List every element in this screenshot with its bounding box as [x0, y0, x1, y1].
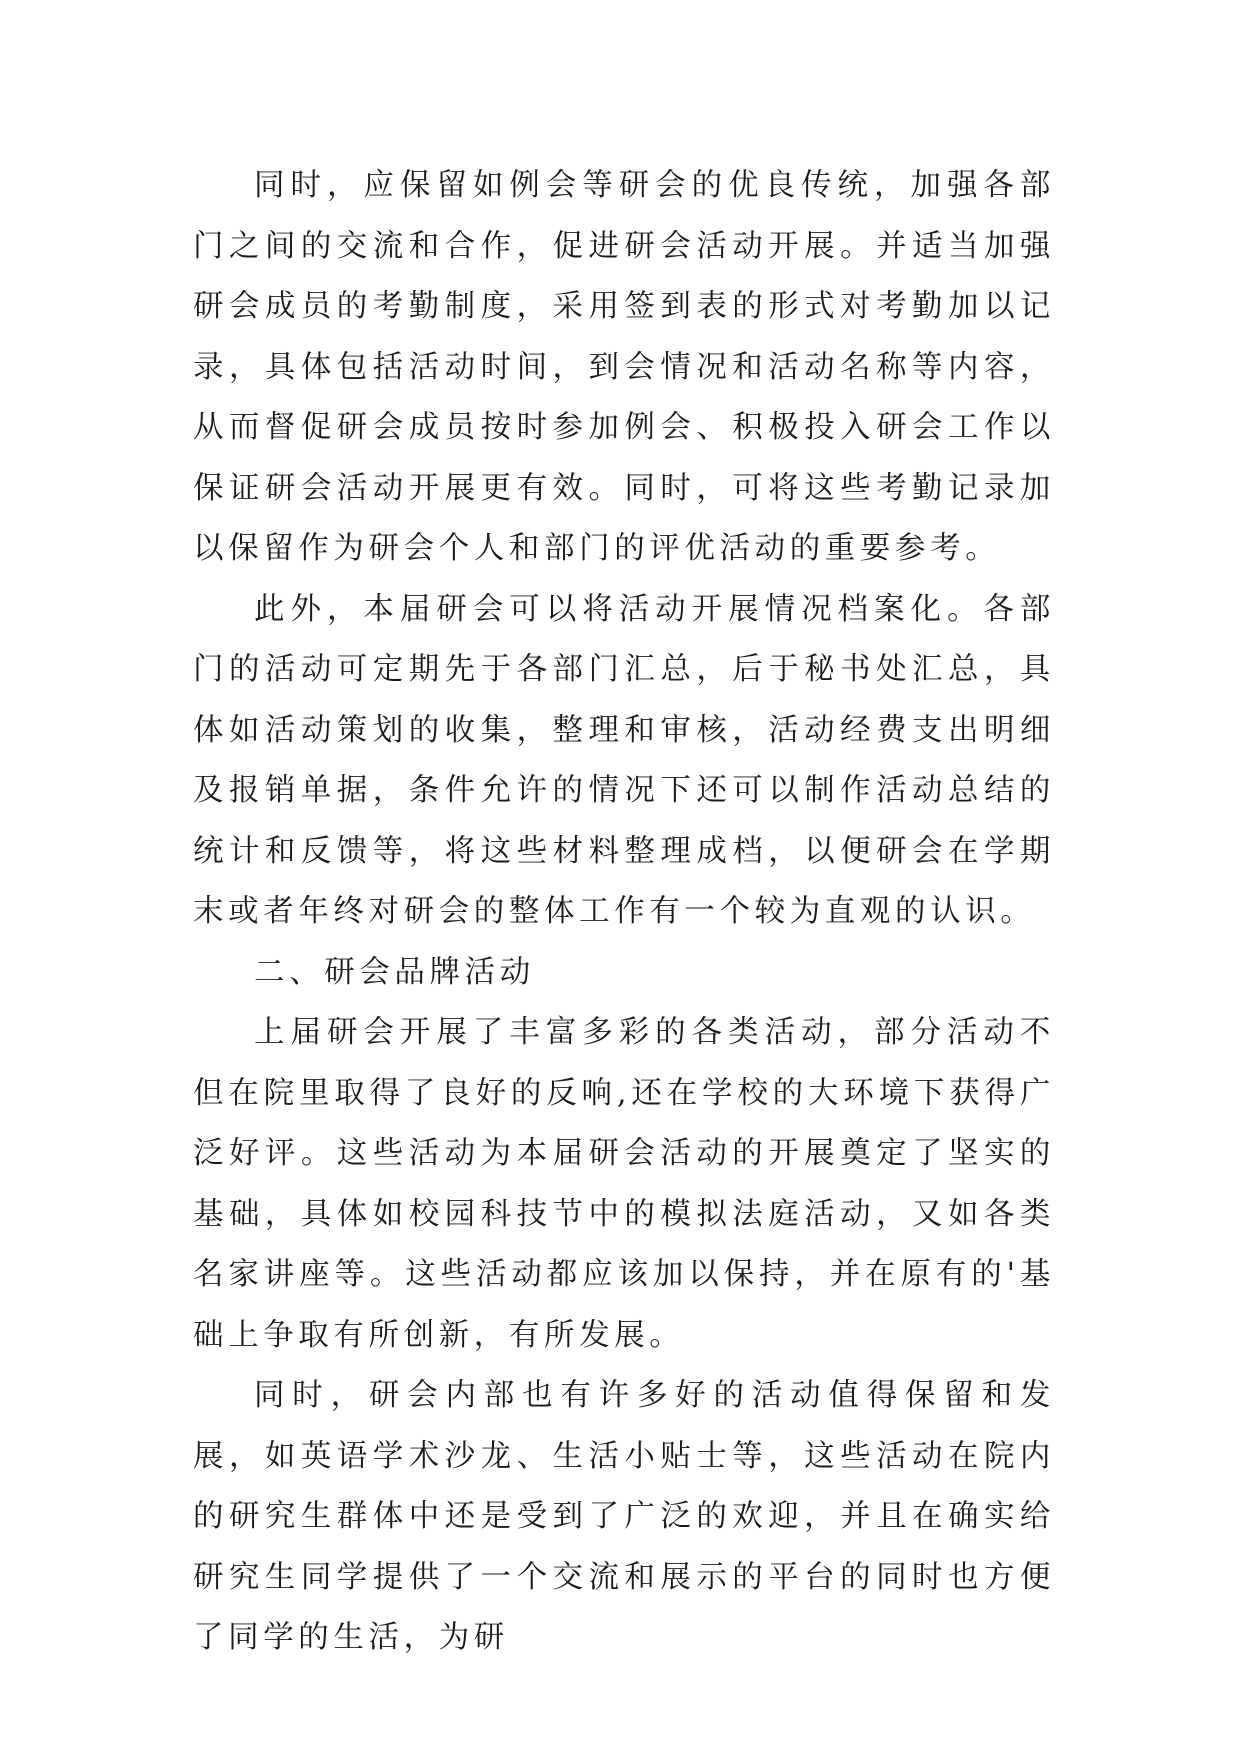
document-body: [193, 156, 1055, 1669]
paragraph-archiving: 此外，本届研会可以将活动开展情况档案化。各部门的活动可定期先于各部门汇总，后于秘书处汇总，具体如活动策划的收集，整理和审核，活动经费支出明细及报销单据，条件允许的情况下还可以制作活动总结的统计和反馈等，将这些材料整理成档，以便研会在学期末或者年终对研会的整体工作有一个较为直观的认识。: [193, 591, 1055, 929]
paragraph-previous-activities: 上届研会开展了丰富多彩的各类活动，部分活动不但在院里取得了良好的反响,还在学校的大环境下获得广泛好评。这些活动为本届研会活动的开展奠定了坚实的基础，具体如校园科技节中的模拟法庭活动，又如各类名家讲座等。这些活动都应该加以保持，并在原有的'基础上争取有所创新，有所发展。: [193, 1015, 1055, 1353]
section-heading: 二、研会品牌活动: [254, 954, 535, 990]
paragraph-internal-activities: 同时，研会内部也有许多好的活动值得保留和发展，如英语学术沙龙、生活小贴士等，这些活动在院内的研究生群体中还是受到了广泛的欢迎，并且在确实给研究生同学提供了一个交流和展示的平台的同时也方便了同学的生活，为研: [193, 1378, 1055, 1655]
paragraph-attendance: 同时，应保留如例会等研会的优良传统，加强各部门之间的交流和合作，促进研会活动开展。并适当加强研会成员的考勤制度，采用签到表的形式对考勤加以记录，具体包括活动时间，到会情况和活动名称等内容，从而督促研会成员按时参加例会、积极投入研会工作以保证研会活动开展更有效。同时，可将这些考勤记录加以保留作为研会个人和部门的评优活动的重要参考。: [193, 168, 1055, 566]
